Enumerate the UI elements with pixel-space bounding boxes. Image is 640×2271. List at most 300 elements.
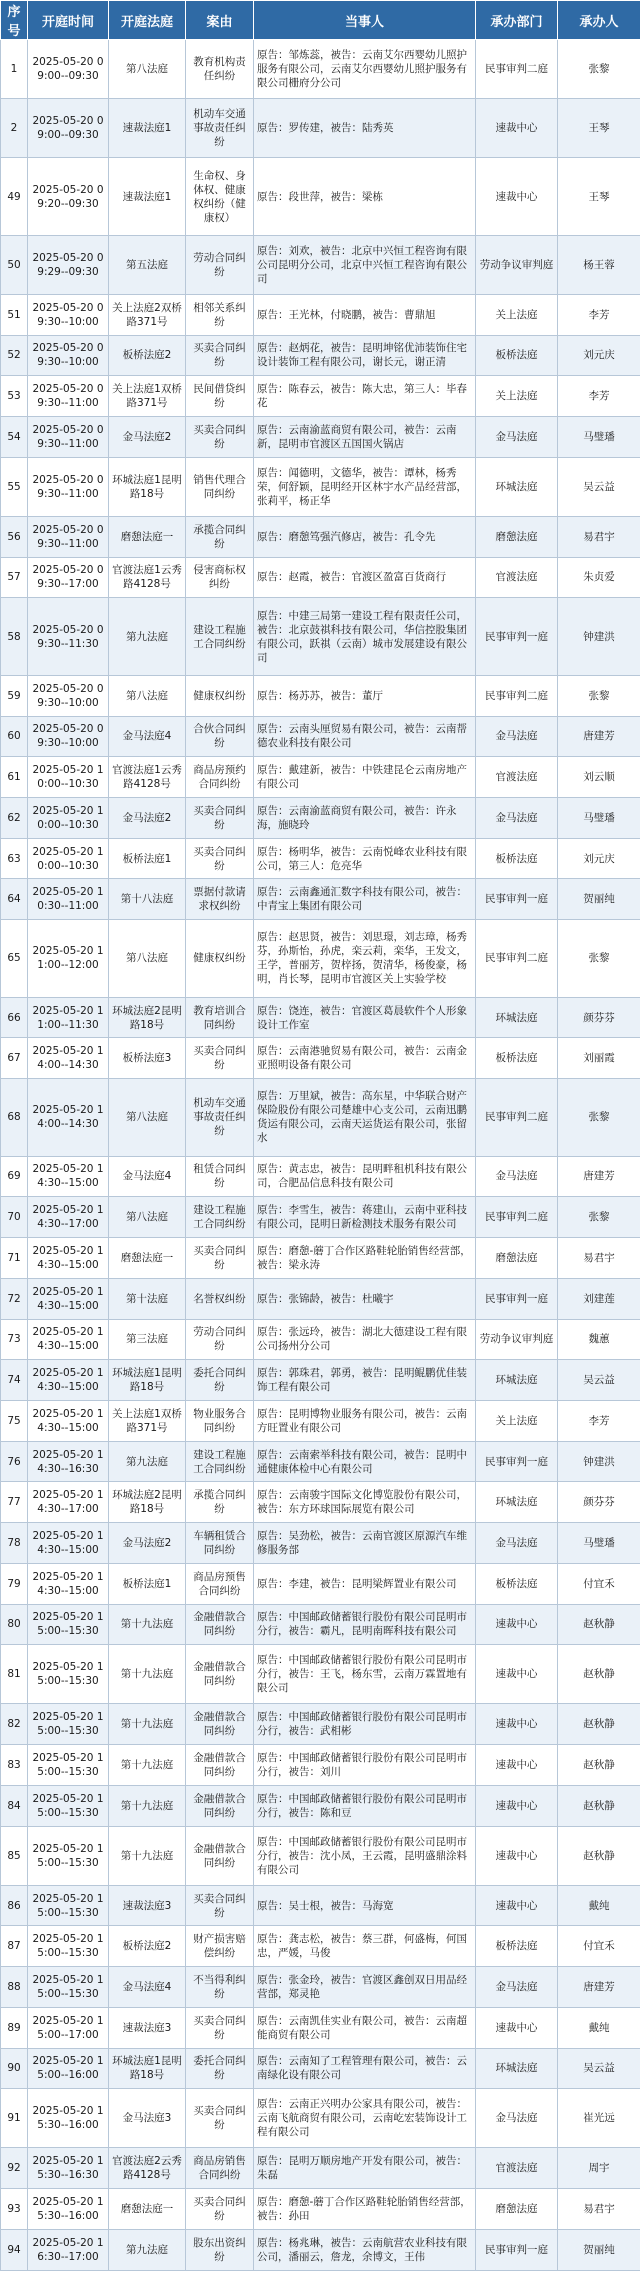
cell-dept: 关上法庭 (476, 376, 558, 417)
cell-judge: 戴纯 (558, 2007, 640, 2048)
cell-judge: 吴云益 (558, 457, 640, 516)
cell-judge: 张黎 (558, 40, 640, 99)
header-no: 序号 (1, 1, 28, 40)
table-row (1, 1645, 640, 1704)
header-judge: 承办人 (558, 1, 640, 40)
cell-time: 2025-05-20 09:30--11:00 (28, 417, 109, 458)
cell-party: 原告：磨憩-蘑丁合作区路鞋轮胎销售经营部，被告：梁永涛 (254, 1238, 476, 1279)
cell-time: 2025-05-20 14:30--15:00 (28, 1156, 109, 1197)
cell-cause: 劳动合同纠纷 (186, 235, 254, 294)
cell-party: 原告：磨憩-蘑丁合作区路鞋轮胎销售经营部，被告：孙田 (254, 2189, 476, 2230)
cell-dept: 金马法庭 (476, 1967, 558, 2008)
cell-court: 磨憩法庭一 (109, 1238, 186, 1279)
cell-dept: 民事审判一庭 (476, 598, 558, 676)
table-row (1, 2189, 640, 2230)
cell-no: 61 (1, 757, 28, 798)
cell-time: 2025-05-20 14:30--15:00 (28, 1360, 109, 1401)
cell-dept: 板桥法庭 (476, 1038, 558, 1079)
table-row (1, 376, 640, 417)
cell-cause: 票据付款请求权纠纷 (186, 879, 254, 920)
cell-judge: 马璧璠 (558, 417, 640, 458)
cell-judge: 刘元庆 (558, 335, 640, 376)
cell-party: 原告：中国邮政储蓄银行股份有限公司昆明市分行，被告：霸凡，昆明南晖科技有限公司 (254, 1604, 476, 1645)
cell-court: 第八法庭 (109, 920, 186, 998)
cell-party: 原告：杨兆琳，被告：云南航营农业科技有限公司，潘丽云，詹龙，余博文，王伟 (254, 2229, 476, 2270)
cell-dept: 民事审判一庭 (476, 879, 558, 920)
cell-court: 金马法庭3 (109, 2089, 186, 2148)
table-row (1, 1319, 640, 1360)
cell-party: 原告：李建，被告：昆明梁辉置业有限公司 (254, 1563, 476, 1604)
cell-dept: 速裁中心 (476, 1704, 558, 1745)
table-row (1, 1745, 640, 1786)
cell-time: 2025-05-20 15:00--15:30 (28, 1745, 109, 1786)
cell-party: 原告：云南正兴明办公家具有限公司，被告：云南飞航商贸有限公司，云南屹宏装饰设计工程有限公司 (254, 2089, 476, 2148)
cell-dept: 速裁中心 (476, 2007, 558, 2048)
cell-party: 原告：昆明万顺房地产开发有限公司，被告：朱磊 (254, 2148, 476, 2189)
cell-cause: 车辆租赁合同纠纷 (186, 1523, 254, 1564)
table-row (1, 2089, 640, 2148)
cell-dept: 速裁中心 (476, 1604, 558, 1645)
cell-judge: 赵秋静 (558, 1604, 640, 1645)
cell-judge: 张黎 (558, 675, 640, 716)
table-row (1, 335, 640, 376)
cell-dept: 环城法庭 (476, 2048, 558, 2089)
cell-cause: 金融借款合同纠纷 (186, 1704, 254, 1745)
cell-time: 2025-05-20 15:00--15:30 (28, 1645, 109, 1704)
cell-no: 64 (1, 879, 28, 920)
cell-dept: 磨憩法庭 (476, 1238, 558, 1279)
cell-dept: 板桥法庭 (476, 1926, 558, 1967)
cell-party: 原告：吴士根，被告：马海宽 (254, 1885, 476, 1926)
cell-court: 第十九法庭 (109, 1826, 186, 1885)
table-row (1, 1704, 640, 1745)
table-row (1, 1482, 640, 1523)
cell-party: 原告：闻德明，文德华，被告：谭林，杨秀荣，何舒颖，昆明经开区林宇水产品经营部，张莉平，杨正华 (254, 457, 476, 516)
cell-court: 第十八法庭 (109, 879, 186, 920)
cell-dept: 板桥法庭 (476, 1563, 558, 1604)
cell-time: 2025-05-20 15:30--16:00 (28, 2089, 109, 2148)
cell-party: 原告：张锦龄，被告：杜曦宇 (254, 1278, 476, 1319)
cell-dept: 劳动争议审判庭 (476, 235, 558, 294)
table-row (1, 1400, 640, 1441)
cell-dept: 民事审判二庭 (476, 1197, 558, 1238)
cell-court: 第八法庭 (109, 1079, 186, 1157)
cell-party: 原告：杨苏苏，被告：董厅 (254, 675, 476, 716)
cell-cause: 买卖合同纠纷 (186, 2189, 254, 2230)
cell-no: 51 (1, 294, 28, 335)
cell-no: 71 (1, 1238, 28, 1279)
cell-judge: 张黎 (558, 1079, 640, 1157)
cell-party: 原告：中国邮政储蓄银行股份有限公司昆明市分行，被告：王飞，杨东雪，云南万霖置地有限公司 (254, 1645, 476, 1704)
cell-no: 70 (1, 1197, 28, 1238)
cell-judge: 王琴 (558, 158, 640, 236)
cell-judge: 张黎 (558, 920, 640, 998)
cell-court: 第十九法庭 (109, 1745, 186, 1786)
cell-time: 2025-05-20 15:00--15:30 (28, 1885, 109, 1926)
cell-judge: 易君宇 (558, 2189, 640, 2230)
cell-party: 原告：中国邮政储蓄银行股份有限公司昆明市分行，被告：沈小凤，王云霞，昆明盛鼎涂料有限公司 (254, 1826, 476, 1885)
table-row (1, 1079, 640, 1157)
cell-judge: 钟建洪 (558, 598, 640, 676)
table-row (1, 99, 640, 158)
cell-dept: 环城法庭 (476, 457, 558, 516)
table-row (1, 598, 640, 676)
cell-time: 2025-05-20 14:30--15:00 (28, 1278, 109, 1319)
cell-court: 环城法庭1昆明路18号 (109, 457, 186, 516)
header-time: 开庭时间 (28, 1, 109, 40)
cell-judge: 崔光远 (558, 2089, 640, 2148)
cell-party: 原告：云南渝蓝商贸有限公司，被告：云南新，昆明市官渡区五国国火锅店 (254, 417, 476, 458)
table-row (1, 1038, 640, 1079)
cell-time: 2025-05-20 14:30--15:00 (28, 1238, 109, 1279)
cell-court: 金马法庭2 (109, 417, 186, 458)
cell-court: 板桥法庭1 (109, 838, 186, 879)
table-row (1, 235, 640, 294)
cell-dept: 官渡法庭 (476, 757, 558, 798)
cell-court: 环城法庭1昆明路18号 (109, 1360, 186, 1401)
cell-court: 第三法庭 (109, 1319, 186, 1360)
cell-court: 金马法庭2 (109, 1523, 186, 1564)
cell-judge: 刘元庆 (558, 838, 640, 879)
cell-no: 77 (1, 1482, 28, 1523)
cell-party: 原告：中国邮政储蓄银行股份有限公司昆明市分行，被告：刘川 (254, 1745, 476, 1786)
cell-judge: 唐建芳 (558, 1967, 640, 2008)
table-row (1, 1523, 640, 1564)
cell-no: 73 (1, 1319, 28, 1360)
cell-court: 速裁法庭3 (109, 2007, 186, 2048)
cell-dept: 民事审判二庭 (476, 675, 558, 716)
cell-no: 85 (1, 1826, 28, 1885)
cell-cause: 金融借款合同纠纷 (186, 1826, 254, 1885)
cell-party: 原告：云南知了工程管理有限公司，被告：云南绿化设有限公司 (254, 2048, 476, 2089)
cell-judge: 颜芬芬 (558, 997, 640, 1038)
cell-party: 原告：云南索举科技有限公司，被告：昆明中通健康体检中心有限公司 (254, 1441, 476, 1482)
table-row (1, 1604, 640, 1645)
cell-no: 2 (1, 99, 28, 158)
cell-no: 75 (1, 1400, 28, 1441)
table-row (1, 457, 640, 516)
cell-court: 板桥法庭3 (109, 1038, 186, 1079)
cell-dept: 金马法庭 (476, 716, 558, 757)
cell-party: 原告：杨明华，被告：云南悦峰农业科技有限公司，第三人：危亮华 (254, 838, 476, 879)
cell-party: 原告：郭珠君，郭勇，被告：昆明鲲鹏优佳装饰工程有限公司 (254, 1360, 476, 1401)
cell-dept: 速裁中心 (476, 1645, 558, 1704)
cell-dept: 金马法庭 (476, 417, 558, 458)
table-row (1, 1156, 640, 1197)
cell-no: 84 (1, 1785, 28, 1826)
cell-judge: 唐建芳 (558, 1156, 640, 1197)
cell-time: 2025-05-20 09:30--10:00 (28, 335, 109, 376)
cell-no: 94 (1, 2229, 28, 2270)
table-row (1, 1197, 640, 1238)
cell-cause: 教育机构责任纠纷 (186, 40, 254, 99)
cell-cause: 委托合同纠纷 (186, 2048, 254, 2089)
cell-time: 2025-05-20 15:00--15:30 (28, 1704, 109, 1745)
cell-party: 原告：邹炼蕊，被告：云南艾尔西婴幼儿照护服务有限公司，云南艾尔西婴幼儿照护服务有限公司栅府分公司 (254, 40, 476, 99)
cell-party: 原告：云南头厘贸易有限公司，被告：云南帮德农业科技有限公司 (254, 716, 476, 757)
cell-cause: 承揽合同纠纷 (186, 516, 254, 557)
cell-party: 原告：万里斌，被告：高东星，中华联合财产保险股份有限公司楚雄中心支公司，云南迅鹏货运有限公司，云南天运货运有限公司，张留水 (254, 1079, 476, 1157)
cell-time: 2025-05-20 09:30--11:00 (28, 376, 109, 417)
cell-judge: 马璧璠 (558, 798, 640, 839)
cell-cause: 销售代理合同纠纷 (186, 457, 254, 516)
cell-cause: 机动车交通事故责任纠纷 (186, 99, 254, 158)
table-row (1, 920, 640, 998)
cell-dept: 速裁中心 (476, 99, 558, 158)
cell-cause: 民间借贷纠纷 (186, 376, 254, 417)
cell-court: 板桥法庭2 (109, 1926, 186, 1967)
cell-dept: 金马法庭 (476, 1523, 558, 1564)
cell-party: 原告：刘欢，被告：北京中兴恒工程咨询有限公司昆明分公司，北京中兴恒工程咨询有限公司 (254, 235, 476, 294)
cell-no: 79 (1, 1563, 28, 1604)
cell-no: 55 (1, 457, 28, 516)
cell-cause: 买卖合同纠纷 (186, 838, 254, 879)
cell-cause: 相邻关系纠纷 (186, 294, 254, 335)
cell-cause: 买卖合同纠纷 (186, 417, 254, 458)
cell-court: 板桥法庭1 (109, 1563, 186, 1604)
table-row (1, 997, 640, 1038)
cell-time: 2025-05-20 09:30--10:00 (28, 716, 109, 757)
cell-court: 第十九法庭 (109, 1604, 186, 1645)
cell-time: 2025-05-20 09:00--09:30 (28, 99, 109, 158)
cell-dept: 关上法庭 (476, 294, 558, 335)
cell-no: 78 (1, 1523, 28, 1564)
cell-no: 50 (1, 235, 28, 294)
cell-cause: 买卖合同纠纷 (186, 798, 254, 839)
cell-party: 原告：戴建新，被告：中铁建昆仑云南房地产有限公司 (254, 757, 476, 798)
cell-time: 2025-05-20 14:30--17:00 (28, 1197, 109, 1238)
cell-cause: 名誉权纠纷 (186, 1278, 254, 1319)
cell-party: 原告：罗传建，被告：陆秀英 (254, 99, 476, 158)
cell-time: 2025-05-20 14:00--14:30 (28, 1079, 109, 1157)
cell-judge: 张黎 (558, 1197, 640, 1238)
cell-court: 第五法庭 (109, 235, 186, 294)
cell-court: 第十九法庭 (109, 1704, 186, 1745)
cell-judge: 戴纯 (558, 1885, 640, 1926)
cell-no: 63 (1, 838, 28, 879)
table-row (1, 1278, 640, 1319)
table-row (1, 757, 640, 798)
cell-no: 68 (1, 1079, 28, 1157)
cell-dept: 劳动争议审判庭 (476, 1319, 558, 1360)
cell-time: 2025-05-20 09:30--10:00 (28, 675, 109, 716)
table-row (1, 40, 640, 99)
cell-no: 93 (1, 2189, 28, 2230)
cell-cause: 买卖合同纠纷 (186, 1885, 254, 1926)
cell-time: 2025-05-20 15:00--16:00 (28, 2048, 109, 2089)
cell-court: 环城法庭2昆明路18号 (109, 1482, 186, 1523)
cell-dept: 金马法庭 (476, 798, 558, 839)
cell-dept: 关上法庭 (476, 1400, 558, 1441)
cell-court: 速裁法庭3 (109, 1885, 186, 1926)
cell-cause: 金融借款合同纠纷 (186, 1745, 254, 1786)
cell-cause: 建设工程施工合同纠纷 (186, 598, 254, 676)
cell-judge: 杨王蓉 (558, 235, 640, 294)
cell-party: 原告：赵霞，被告：官渡区盈富百货商行 (254, 557, 476, 598)
cell-court: 板桥法庭2 (109, 335, 186, 376)
cell-cause: 建设工程施工合同纠纷 (186, 1197, 254, 1238)
cell-judge: 易君宇 (558, 1238, 640, 1279)
cell-no: 74 (1, 1360, 28, 1401)
cell-time: 2025-05-20 16:30--17:00 (28, 2229, 109, 2270)
cell-time: 2025-05-20 09:20--09:30 (28, 158, 109, 236)
cell-cause: 承揽合同纠纷 (186, 1482, 254, 1523)
table-row (1, 2048, 640, 2089)
table-row (1, 1826, 640, 1885)
cell-no: 92 (1, 2148, 28, 2189)
cell-time: 2025-05-20 14:00--14:30 (28, 1038, 109, 1079)
cell-cause: 租赁合同纠纷 (186, 1156, 254, 1197)
table-row (1, 1926, 640, 1967)
cell-dept: 磨憩法庭 (476, 2189, 558, 2230)
cell-dept: 磨憩法庭 (476, 516, 558, 557)
cell-cause: 合伙合同纠纷 (186, 716, 254, 757)
cell-dept: 环城法庭 (476, 997, 558, 1038)
cell-time: 2025-05-20 10:00--10:30 (28, 838, 109, 879)
cell-cause: 健康权纠纷 (186, 675, 254, 716)
cell-party: 原告：陈春云，被告：陈大忠，第三人：毕春花 (254, 376, 476, 417)
table-body (1, 40, 640, 2271)
cell-time: 2025-05-20 15:30--16:30 (28, 2148, 109, 2189)
cell-party: 原告：张金玲，被告：官渡区鑫创双日用品经营部，郑灵艳 (254, 1967, 476, 2008)
table-row (1, 294, 640, 335)
cell-judge: 朱贞爱 (558, 557, 640, 598)
cell-court: 金马法庭2 (109, 798, 186, 839)
cell-time: 2025-05-20 15:00--15:30 (28, 1967, 109, 2008)
cell-cause: 买卖合同纠纷 (186, 1038, 254, 1079)
header-dept: 承办部门 (476, 1, 558, 40)
cell-cause: 劳动合同纠纷 (186, 1319, 254, 1360)
cell-time: 2025-05-20 15:00--17:00 (28, 2007, 109, 2048)
cell-court: 第九法庭 (109, 1441, 186, 1482)
cell-court: 第十法庭 (109, 1278, 186, 1319)
cell-time: 2025-05-20 15:30--16:00 (28, 2189, 109, 2230)
cell-no: 54 (1, 417, 28, 458)
header-court: 开庭法庭 (109, 1, 186, 40)
cell-judge: 吴云益 (558, 1360, 640, 1401)
cell-judge: 刘云顺 (558, 757, 640, 798)
cell-no: 62 (1, 798, 28, 839)
cell-court: 第八法庭 (109, 40, 186, 99)
cell-time: 2025-05-20 14:30--15:00 (28, 1319, 109, 1360)
cell-no: 58 (1, 598, 28, 676)
header-row (1, 1, 640, 40)
cell-no: 81 (1, 1645, 28, 1704)
cell-court: 磨憩法庭一 (109, 2189, 186, 2230)
cell-no: 88 (1, 1967, 28, 2008)
cell-no: 69 (1, 1156, 28, 1197)
cell-judge: 赵秋静 (558, 1704, 640, 1745)
cell-cause: 金融借款合同纠纷 (186, 1645, 254, 1704)
cell-time: 2025-05-20 14:30--15:00 (28, 1523, 109, 1564)
cell-no: 1 (1, 40, 28, 99)
table-row (1, 675, 640, 716)
table-row (1, 838, 640, 879)
cell-cause: 商品房预售合同纠纷 (186, 1563, 254, 1604)
cell-no: 67 (1, 1038, 28, 1079)
cell-court: 官渡法庭2云秀路4128号 (109, 2148, 186, 2189)
cell-judge: 吴云益 (558, 2048, 640, 2089)
cell-no: 53 (1, 376, 28, 417)
cell-party: 原告：云南骏宇国际文化博览股份有限公司，被告：东方环球国际展览有限公司 (254, 1482, 476, 1523)
header-party: 当事人 (254, 1, 476, 40)
cell-party: 原告：饶连，被告：官渡区葛晨软件个人形象设计工作室 (254, 997, 476, 1038)
cell-time: 2025-05-20 10:00--10:30 (28, 798, 109, 839)
cell-dept: 民事审判二庭 (476, 920, 558, 998)
cell-cause: 教育培训合同纠纷 (186, 997, 254, 1038)
cell-time: 2025-05-20 11:00--12:00 (28, 920, 109, 998)
cell-judge: 贺丽纯 (558, 879, 640, 920)
table-row (1, 1885, 640, 1926)
cell-no: 59 (1, 675, 28, 716)
cell-judge: 颜芬芬 (558, 1482, 640, 1523)
cell-time: 2025-05-20 09:29--09:30 (28, 235, 109, 294)
cell-dept: 民事审判一庭 (476, 1278, 558, 1319)
table-row (1, 158, 640, 236)
cell-no: 83 (1, 1745, 28, 1786)
cell-time: 2025-05-20 14:30--16:30 (28, 1441, 109, 1482)
cell-time: 2025-05-20 14:30--17:00 (28, 1482, 109, 1523)
cell-time: 2025-05-20 15:00--15:30 (28, 1926, 109, 1967)
cell-court: 第九法庭 (109, 2229, 186, 2270)
cell-party: 原告：中建三局第一建设工程有限责任公司，被告：北京鼓祺科技有限公司，华信控股集团有限公司，跃祺（云南）城市发展建设有限公司 (254, 598, 476, 676)
cell-party: 原告：段世萍，被告：梁栋 (254, 158, 476, 236)
table-row (1, 879, 640, 920)
cell-judge: 魏蕙 (558, 1319, 640, 1360)
cell-dept: 速裁中心 (476, 1885, 558, 1926)
table-row (1, 1785, 640, 1826)
table-row (1, 716, 640, 757)
cell-time: 2025-05-20 09:30--11:00 (28, 516, 109, 557)
cell-time: 2025-05-20 09:00--09:30 (28, 40, 109, 99)
cell-judge: 唐建芳 (558, 716, 640, 757)
cell-party: 原告：吴劲松，被告：云南官渡区原源汽车维修服务部 (254, 1523, 476, 1564)
cell-party: 原告：云南港驰贸易有限公司，被告：云南金亚照明设备有限公司 (254, 1038, 476, 1079)
cell-dept: 官渡法庭 (476, 557, 558, 598)
cell-no: 76 (1, 1441, 28, 1482)
cell-party: 原告：张远玲，被告：湖北大德建设工程有限公司扬州分公司 (254, 1319, 476, 1360)
cell-party: 原告：李雪生，被告：蒋建山，云南中亚科技有限公司，昆明日新检测技术服务有限公司 (254, 1197, 476, 1238)
cell-court: 关上法庭1双桥路371号 (109, 1400, 186, 1441)
cell-time: 2025-05-20 09:30--11:30 (28, 598, 109, 676)
cell-party: 原告：昆明博物业服务有限公司，被告：云南方旺置业有限公司 (254, 1400, 476, 1441)
cell-cause: 建设工程施工合同纠纷 (186, 1441, 254, 1482)
cell-judge: 赵秋静 (558, 1745, 640, 1786)
cell-judge: 周宇 (558, 2148, 640, 2189)
cell-cause: 健康权纠纷 (186, 920, 254, 998)
cell-cause: 金融借款合同纠纷 (186, 1785, 254, 1826)
cell-no: 89 (1, 2007, 28, 2048)
cell-cause: 商品房预约合同纠纷 (186, 757, 254, 798)
cell-cause: 买卖合同纠纷 (186, 2007, 254, 2048)
table-row (1, 798, 640, 839)
cell-no: 87 (1, 1926, 28, 1967)
cell-dept: 板桥法庭 (476, 335, 558, 376)
cell-cause: 买卖合同纠纷 (186, 2089, 254, 2148)
cell-time: 2025-05-20 10:00--10:30 (28, 757, 109, 798)
cell-court: 第八法庭 (109, 1197, 186, 1238)
cell-time: 2025-05-20 14:30--15:00 (28, 1563, 109, 1604)
table-row (1, 557, 640, 598)
table-row (1, 1441, 640, 1482)
cell-no: 49 (1, 158, 28, 236)
cell-judge: 贺丽纯 (558, 2229, 640, 2270)
cell-court: 环城法庭2昆明路18号 (109, 997, 186, 1038)
cell-judge: 赵秋静 (558, 1785, 640, 1826)
cell-cause: 侵害商标权纠纷 (186, 557, 254, 598)
cell-dept: 板桥法庭 (476, 838, 558, 879)
cell-court: 速裁法庭1 (109, 99, 186, 158)
